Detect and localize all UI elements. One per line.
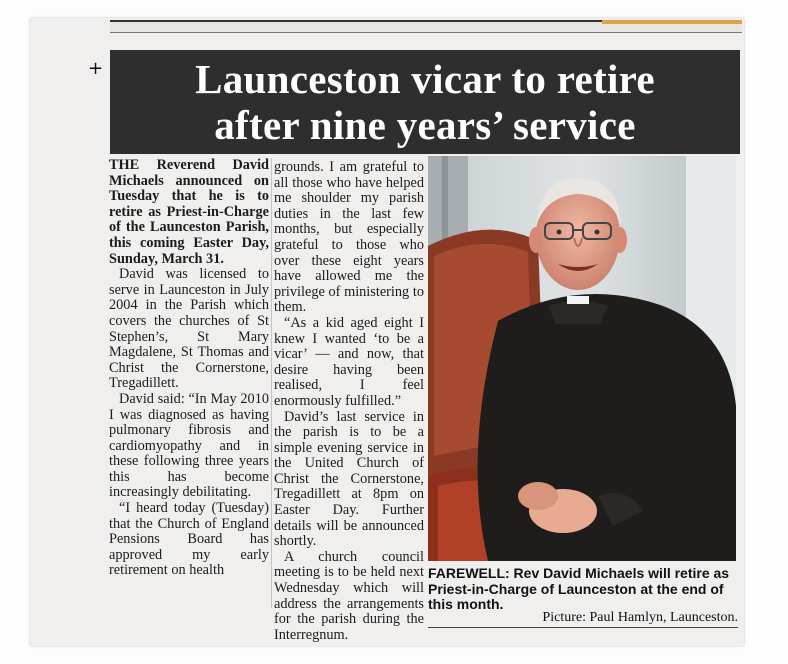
article-paragraph: A church council meeting is to be held next Wednesday which will address the arrangements for the parish during the Interregnum.	[274, 548, 424, 643]
article-paragraph: grounds. I am grateful to all those who have helped me shoulder my parish duties in the last few months, but especially grateful to those who over these eight years have allowed me the privilege of ministering to them.	[274, 159, 424, 316]
photo-credit: Picture: Paul Hamlyn, Launceston.	[542, 610, 738, 625]
column-divider	[271, 158, 272, 608]
credit-rule	[428, 627, 738, 628]
article-paragraph: “As a kid aged eight I knew I wanted ‘to be a vicar’ — and now, that desire having been realised, I feel enormously fulfilled.”	[274, 314, 424, 409]
article-lead: THE Reverend David Michaels announced on Tuesday that he is to retire as Priest-in-Charge of the Launceston Parish, this coming Easter Day, Sunday, March 31.	[109, 157, 269, 267]
cross-icon: +	[88, 58, 104, 79]
accent-rule	[602, 20, 742, 24]
photo-caption: FAREWELL: Rev David Michaels will retire as Priest-in-Charge of Launceston at the end of this month.	[428, 565, 730, 612]
headline	[110, 50, 740, 154]
headline-line-1: Launceston vicar to retire	[195, 56, 655, 102]
article-column-1	[109, 158, 269, 579]
top-rule	[110, 20, 742, 33]
article-paragraph: David’s last service in the parish is to be a simple evening service in the United Church of Christ the Cornerstone, Tregadillett at 8pm on Easter Day. Further details will be announced shortly.	[274, 408, 424, 550]
vicar-portrait	[428, 156, 736, 561]
article-paragraph: David was licensed to serve in Launceston in July 2004 in the Parish which covers the churches of St Stephen’s, St Mary Magdalene, St Thomas and Christ the Cornerstone, Tregadillett.	[109, 266, 269, 392]
photo-vicar	[428, 156, 736, 561]
article-column-2	[274, 160, 424, 643]
article-paragraph: “I heard today (Tuesday) that the Church of England Pensions Board has approved my early retirement on health	[109, 500, 269, 579]
headline-line-2: after nine years’ service	[214, 102, 636, 148]
article-paragraph: David said: “In May 2010 I was diagnosed as having pulmonary fibrosis and cardiomyopathy and in these following three years this has become increasingly debilitating.	[109, 390, 269, 501]
